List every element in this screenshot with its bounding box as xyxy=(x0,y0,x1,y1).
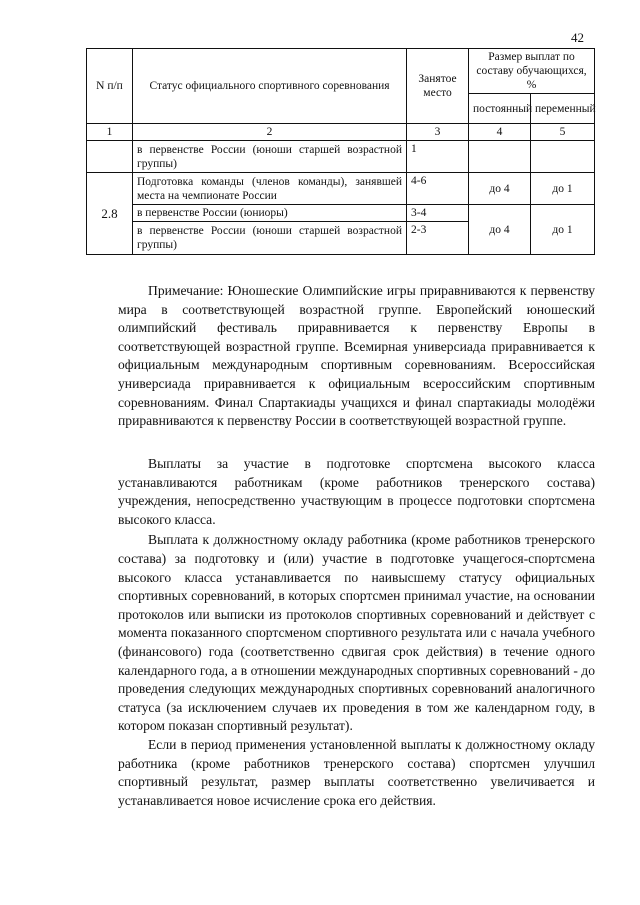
header-variable: переменный xyxy=(531,94,595,124)
table-row xyxy=(87,141,595,173)
row-variable: до 1 xyxy=(531,205,595,255)
paragraph-2: Выплата к должностному окладу работника (кроме работников тренерского состава) за подготовку и (или) участие в подготовке учащегося-спортсмена высокого класса устанавливается по наивысшему статусу официальных спортивных соревнований, в которых спортсмен принимал участие, на основании протоколов или выписки из протоколов спортивных соревнований и действует с момента показанного спортсменом спортивного результата или с начала учебного (финансового) года (соответственно сдвигая срок действия) в течение одного календарного года, а в отношении международных спортивных соревнований - до проведения следующих международных спортивных соревнований аналогичного статуса (за исключением случаев их проведения в том же календарном году, в котором показан спортивный результат). xyxy=(118,532,595,734)
paragraph-1: Выплаты за участие в подготовке спортсмена высокого класса устанавливаются работникам (кроме работников тренерского состава) учреждения, непосредственно участвующим в процессе подготовки спортсмена высокого класса. xyxy=(118,456,595,527)
table-row xyxy=(87,205,595,222)
header-place: Занятое место xyxy=(407,49,469,124)
column-index-2: 2 xyxy=(133,124,407,141)
row-status: в первенстве России (юноши старшей возрастной группы) xyxy=(133,222,407,255)
body-section xyxy=(118,455,595,810)
page-number: 42 xyxy=(571,30,584,45)
table-row xyxy=(87,173,595,205)
note-section xyxy=(118,282,595,431)
row-permanent: до 4 xyxy=(469,173,531,205)
row-place: 2-3 xyxy=(407,222,469,255)
column-index-4: 4 xyxy=(469,124,531,141)
column-index-3: 3 xyxy=(407,124,469,141)
row-place: 3-4 xyxy=(407,205,469,222)
row-status: в первенстве России (юниоры) xyxy=(133,205,407,222)
row-permanent: до 4 xyxy=(469,205,531,255)
header-payment: Размер выплат по составу обучающихся, % xyxy=(469,49,595,94)
row-status: в первенстве России (юноши старшей возрастной группы) xyxy=(133,141,407,173)
column-index-1: 1 xyxy=(87,124,133,141)
column-index-5: 5 xyxy=(531,124,595,141)
paragraph-3: Если в период применения установленной выплаты к должностному окладу работника (кроме работников тренерского состава) спортсмен улучшил спортивный результат, размер выплаты соответственно увеличивается и устанавливается новое исчисление срока его действия. xyxy=(118,736,595,808)
header-number: N п/п xyxy=(87,49,133,124)
row-place: 4-6 xyxy=(407,173,469,205)
row-variable: до 1 xyxy=(531,173,595,205)
header-status: Статус официального спортивного соревнования xyxy=(133,49,407,124)
note-paragraph: Примечание: Юношеские Олимпийские игры приравниваются к первенству мира в соответствующей возрастной группе. Европейский юношеский олимпийский фестиваль приравнивается к первенству Европы в соответствующей возрастной группе. Всемирная универсиада приравнивается к официальным международным спортивным соревнованиям. Всероссийская универсиада приравнивается к официальным всероссийским спортивным соревнованиям. Финал Спартакиады учащихся и финал спартакиады молодёжи приравниваются к первенству России в соответствующей возрастной группе. xyxy=(118,283,595,429)
payment-status-table xyxy=(86,48,595,255)
row-place: 1 xyxy=(407,141,469,173)
row-status: Подготовка команды (членов команды), занявшей места на чемпионате России xyxy=(133,173,407,205)
header-permanent: постоянный xyxy=(469,94,531,124)
row-number: 2.8 xyxy=(87,173,133,255)
